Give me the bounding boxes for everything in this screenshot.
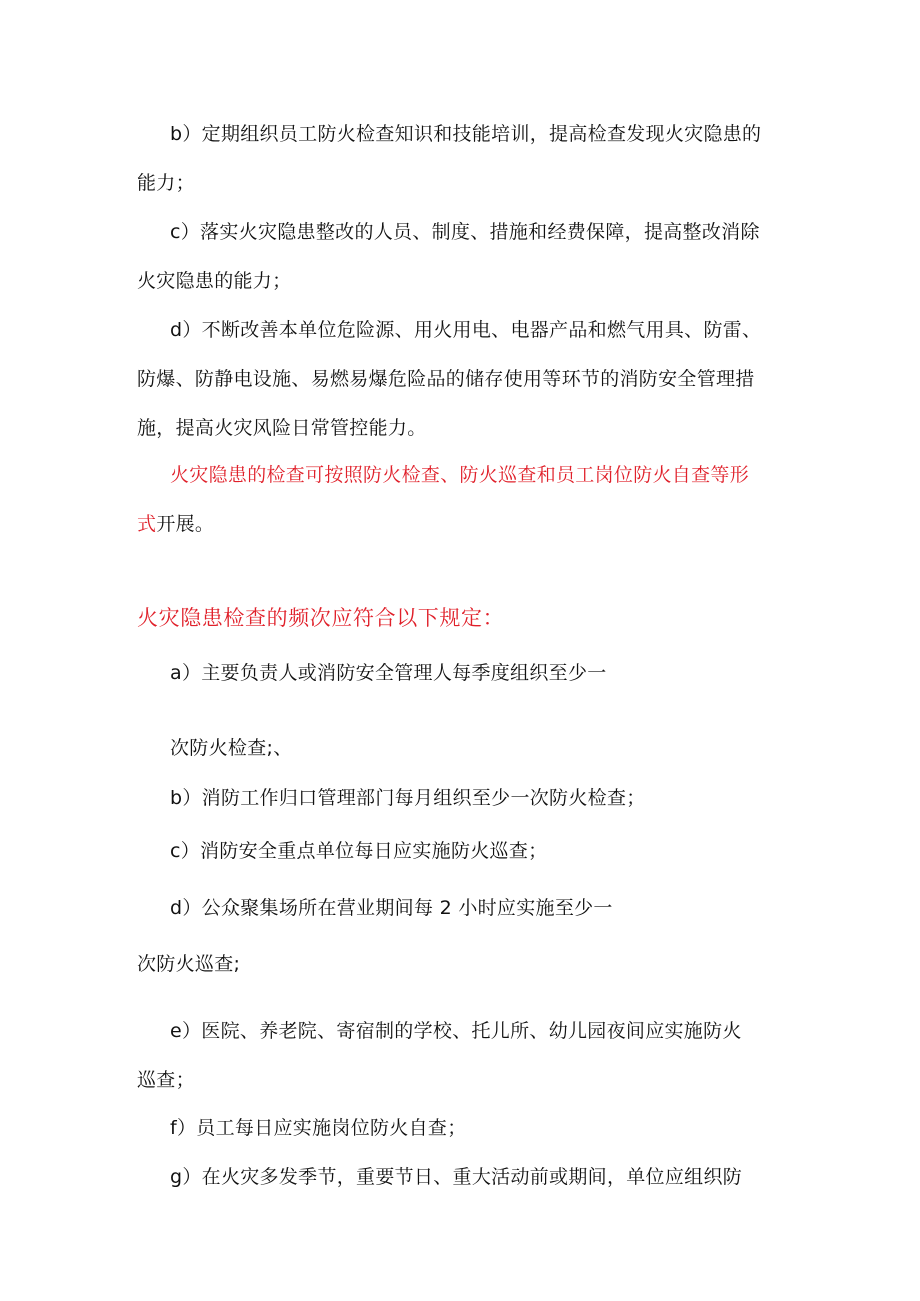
item-c-line-1: c）落实火灾隐患整改的人员、制度、措施和经费保障，提高整改消除 <box>170 221 760 243</box>
forms-paragraph-line-2 <box>137 511 214 537</box>
freq-item-e-line-2: 巡查； <box>137 1069 195 1091</box>
freq-item-e-line-1: e）医院、养老院、寄宿制的学校、托儿所、幼儿园夜间应实施防火 <box>170 1020 742 1042</box>
item-c-line-2: 火灾隐患的能力； <box>137 270 292 292</box>
freq-item-d-line-1: d）公众聚集场所在营业期间每 2 小时应实施至少一 <box>170 897 613 919</box>
item-b-line-1: b）定期组织员工防火检查知识和技能培训，提高检查发现火灾隐患的 <box>170 123 762 145</box>
freq-item-d-line-2: 次防火巡查; <box>137 953 241 975</box>
freq-item-b: b）消防工作归口管理部门每月组织至少一次防火检查； <box>170 787 646 809</box>
freq-item-f: f）员工每日应实施岗位防火自查； <box>170 1117 467 1139</box>
forms-paragraph-line-1: 火灾隐患的检查可按照防火检查、防火巡查和员工岗位防火自查等形 <box>170 464 750 486</box>
item-d-line-1: d）不断改善本单位危险源、用火用电、电器产品和燃气用具、防雷、 <box>170 319 762 341</box>
freq-item-a-line-2: 次防火检查;、 <box>170 737 293 759</box>
freq-item-g: g）在火灾多发季节，重要节日、重大活动前或期间，单位应组织防 <box>170 1166 743 1188</box>
frequency-heading: 火灾隐患检查的频次应符合以下规定： <box>137 606 505 630</box>
item-d-line-3: 施，提高火灾风险日常管控能力。 <box>137 417 427 439</box>
forms-paragraph-black-part: 开展。 <box>156 513 215 535</box>
forms-paragraph-red-part: 式 <box>137 513 157 535</box>
item-b-line-2: 能力； <box>137 172 195 194</box>
freq-item-c: c）消防安全重点单位每日应实施防火巡查； <box>170 840 548 862</box>
freq-item-a-line-1: a）主要负责人或消防安全管理人每季度组织至少一 <box>170 662 607 684</box>
item-d-line-2: 防爆、防静电设施、易燃易爆危险品的储存使用等环节的消防安全管理措 <box>137 368 755 390</box>
